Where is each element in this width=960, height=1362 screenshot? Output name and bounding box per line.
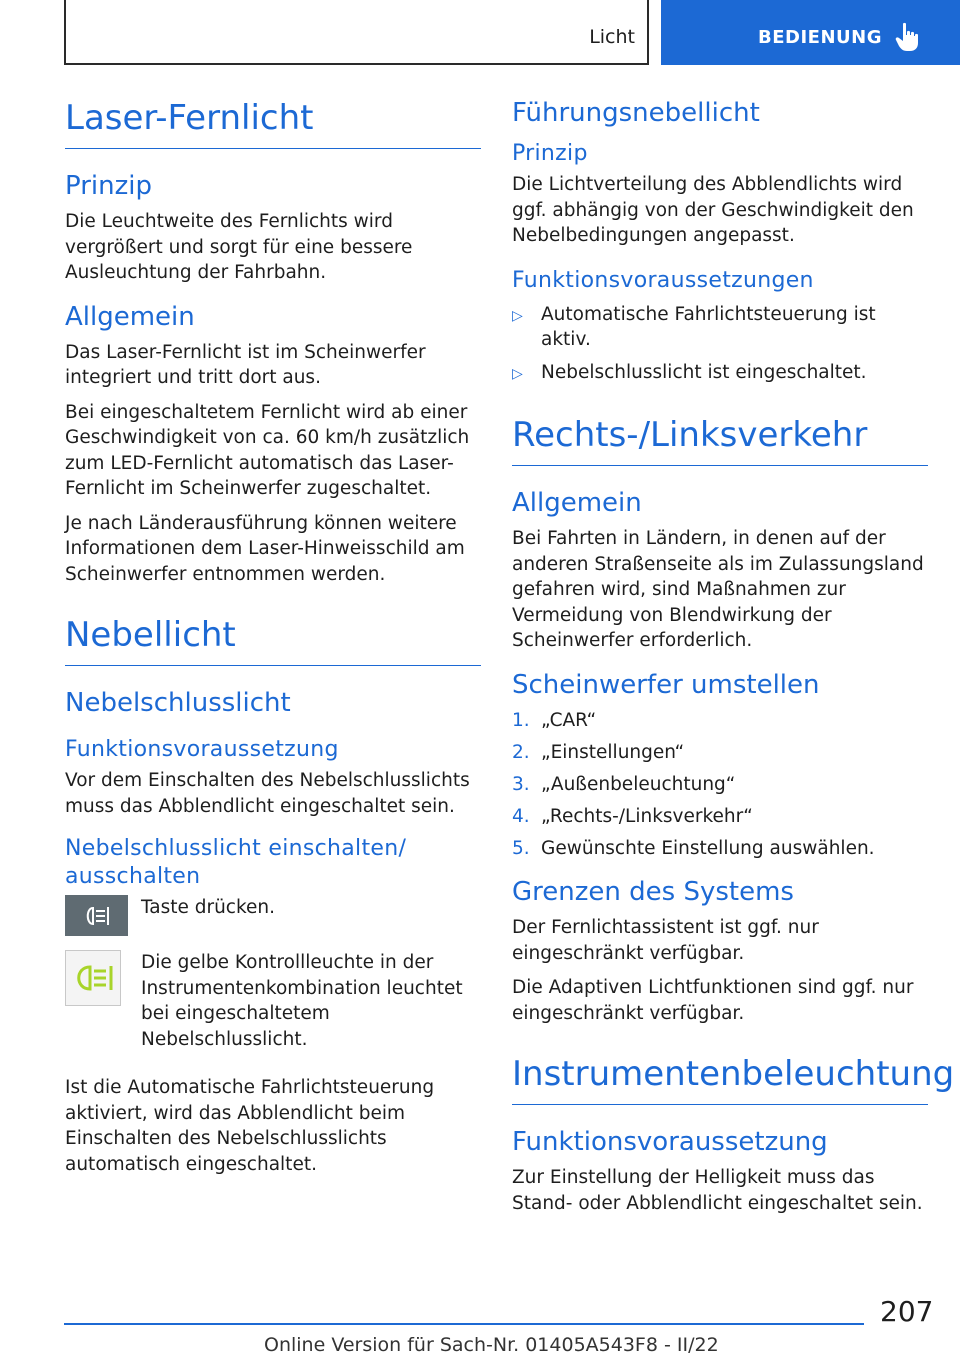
- rear-fog-indicator-icon: [65, 950, 121, 1006]
- header-section-box: [64, 0, 649, 65]
- text-allgemein-1: Das Laser-Fernlicht ist im Scheinwerfer integriert und tritt dort aus.: [65, 341, 426, 388]
- heading-laser-fernlicht: Laser-Fernlicht: [65, 96, 481, 149]
- fog-button-row: [65, 895, 481, 936]
- heading-funktionsvoraussetzung-right: Funktionsvoraussetzung: [512, 1127, 828, 1157]
- indicator-row: [65, 950, 481, 1061]
- heading-fuehrungsnebellicht: Führungsnebellicht: [512, 98, 760, 128]
- triangle-bullet-icon: ▷: [512, 307, 523, 324]
- list-item: 4. „Rechts-/Linksverkehr“: [512, 805, 753, 827]
- text-funktionsvoraussetzung: Vor dem Einschalten des Nebelschlusslichts muss das Abblendlicht eingeschaltet sein.: [65, 770, 470, 817]
- header-chapter-tab: [661, 0, 960, 65]
- text-taste-druecken: Taste drücken.: [141, 897, 276, 918]
- text-grenzen-1: Der Fernlichtassistent ist ggf. nur eingeschränkt verfügbar.: [512, 917, 819, 964]
- triangle-bullet-icon: ▷: [512, 365, 523, 382]
- list-item: ▷ Automatische Fahrlichtsteuerung ist aktiv.: [512, 302, 928, 353]
- fog-light-button-icon: [65, 895, 128, 936]
- header-section-label: Licht: [589, 26, 635, 48]
- heading-prinzip-right: Prinzip: [512, 141, 588, 166]
- heading-allgemein-right: Allgemein: [512, 488, 642, 518]
- list-item: 1. „CAR“: [512, 709, 597, 731]
- footer-online-version: Online Version für Sach-Nr. 01405A543F8 - II/22: [264, 1334, 719, 1356]
- heading-allgemein: Allgemein: [65, 301, 195, 332]
- text-allgemein-2: Bei eingeschaltetem Fernlicht wird ab einer Geschwindigkeit von ca. 60 km/h zusätzlich zum LED-Fernlicht automatisch das Laser-Fernlicht im Scheinwerfer zugeschaltet.: [65, 401, 470, 499]
- list-item: ▷ Nebelschlusslicht ist eingeschaltet.: [512, 360, 928, 388]
- heading-nebelschlusslicht: Nebelschlusslicht: [65, 688, 291, 718]
- heading-instrumentenbeleuchtung: Instrumentenbeleuchtung: [512, 1052, 928, 1105]
- right-column: [512, 96, 955, 1225]
- left-column: [65, 96, 481, 1186]
- text-kontrollleuchte: Die gelbe Kontrollleuchte in der Instrumentenkombination leuchtet bei eingeschaltetem Nebelschlusslicht.: [141, 952, 463, 1050]
- list-item: 3. „Außenbeleuchtung“: [512, 773, 736, 795]
- hand-pointer-icon: [895, 22, 921, 52]
- heading-scheinwerfer-umstellen: Scheinwerfer umstellen: [512, 669, 820, 700]
- heading-rechts-linksverkehr: Rechts-/Linksverkehr: [512, 413, 928, 466]
- heading-funktionsvoraussetzungen: Funktionsvoraussetzungen: [512, 267, 814, 293]
- text-prinzip-right: Die Lichtverteilung des Abblendlichts wird ggf. abhängig von der Geschwindigkeit den Nebelbedingungen angepasst.: [512, 174, 914, 246]
- heading-nebellicht: Nebellicht: [65, 613, 481, 666]
- text-allgemein-right: Bei Fahrten in Ländern, in denen auf der anderen Straßenseite als im Zulassungsland gefahren wird, sind Maßnahmen zur Vermeidung von Blendwirkung der Scheinwerfer erforderlich.: [512, 528, 924, 651]
- list-item: 2. „Einstellungen“: [512, 741, 685, 763]
- text-allgemein-3: Je nach Länderausführung können weitere Informationen dem Laser-Hinweisschild am Scheinwerfer entnommen werden.: [65, 512, 465, 585]
- page-number: 207: [880, 1295, 934, 1328]
- footer-divider: [64, 1323, 864, 1325]
- list-item: 5. Gewünschte Einstellung auswählen.: [512, 837, 875, 859]
- text-prinzip: Die Leuchtweite des Fernlichts wird vergrößert und sorgt für eine bessere Ausleuchtung der Fahrbahn.: [65, 211, 413, 283]
- heading-einschalten: Nebelschlusslicht einschalten/ ausschalten: [65, 836, 407, 889]
- header-chapter-label: BEDIENUNG: [758, 27, 882, 48]
- heading-grenzen: Grenzen des Systems: [512, 877, 794, 907]
- text-funktionsvoraussetzung-right: Zur Einstellung der Helligkeit muss das Stand- oder Abblendlicht eingeschaltet sein.: [512, 1167, 923, 1214]
- text-grenzen-2: Die Adaptiven Lichtfunktionen sind ggf. nur eingeschränkt verfügbar.: [512, 977, 914, 1024]
- heading-prinzip: Prinzip: [65, 171, 152, 201]
- text-automatik: Ist die Automatische Fahrlichtsteuerung aktiviert, wird das Abblendlicht beim Einschalten des Nebelschlusslichts automatisch eingeschaltet.: [65, 1077, 435, 1175]
- heading-funktionsvoraussetzung: Funktionsvoraussetzung: [65, 737, 339, 762]
